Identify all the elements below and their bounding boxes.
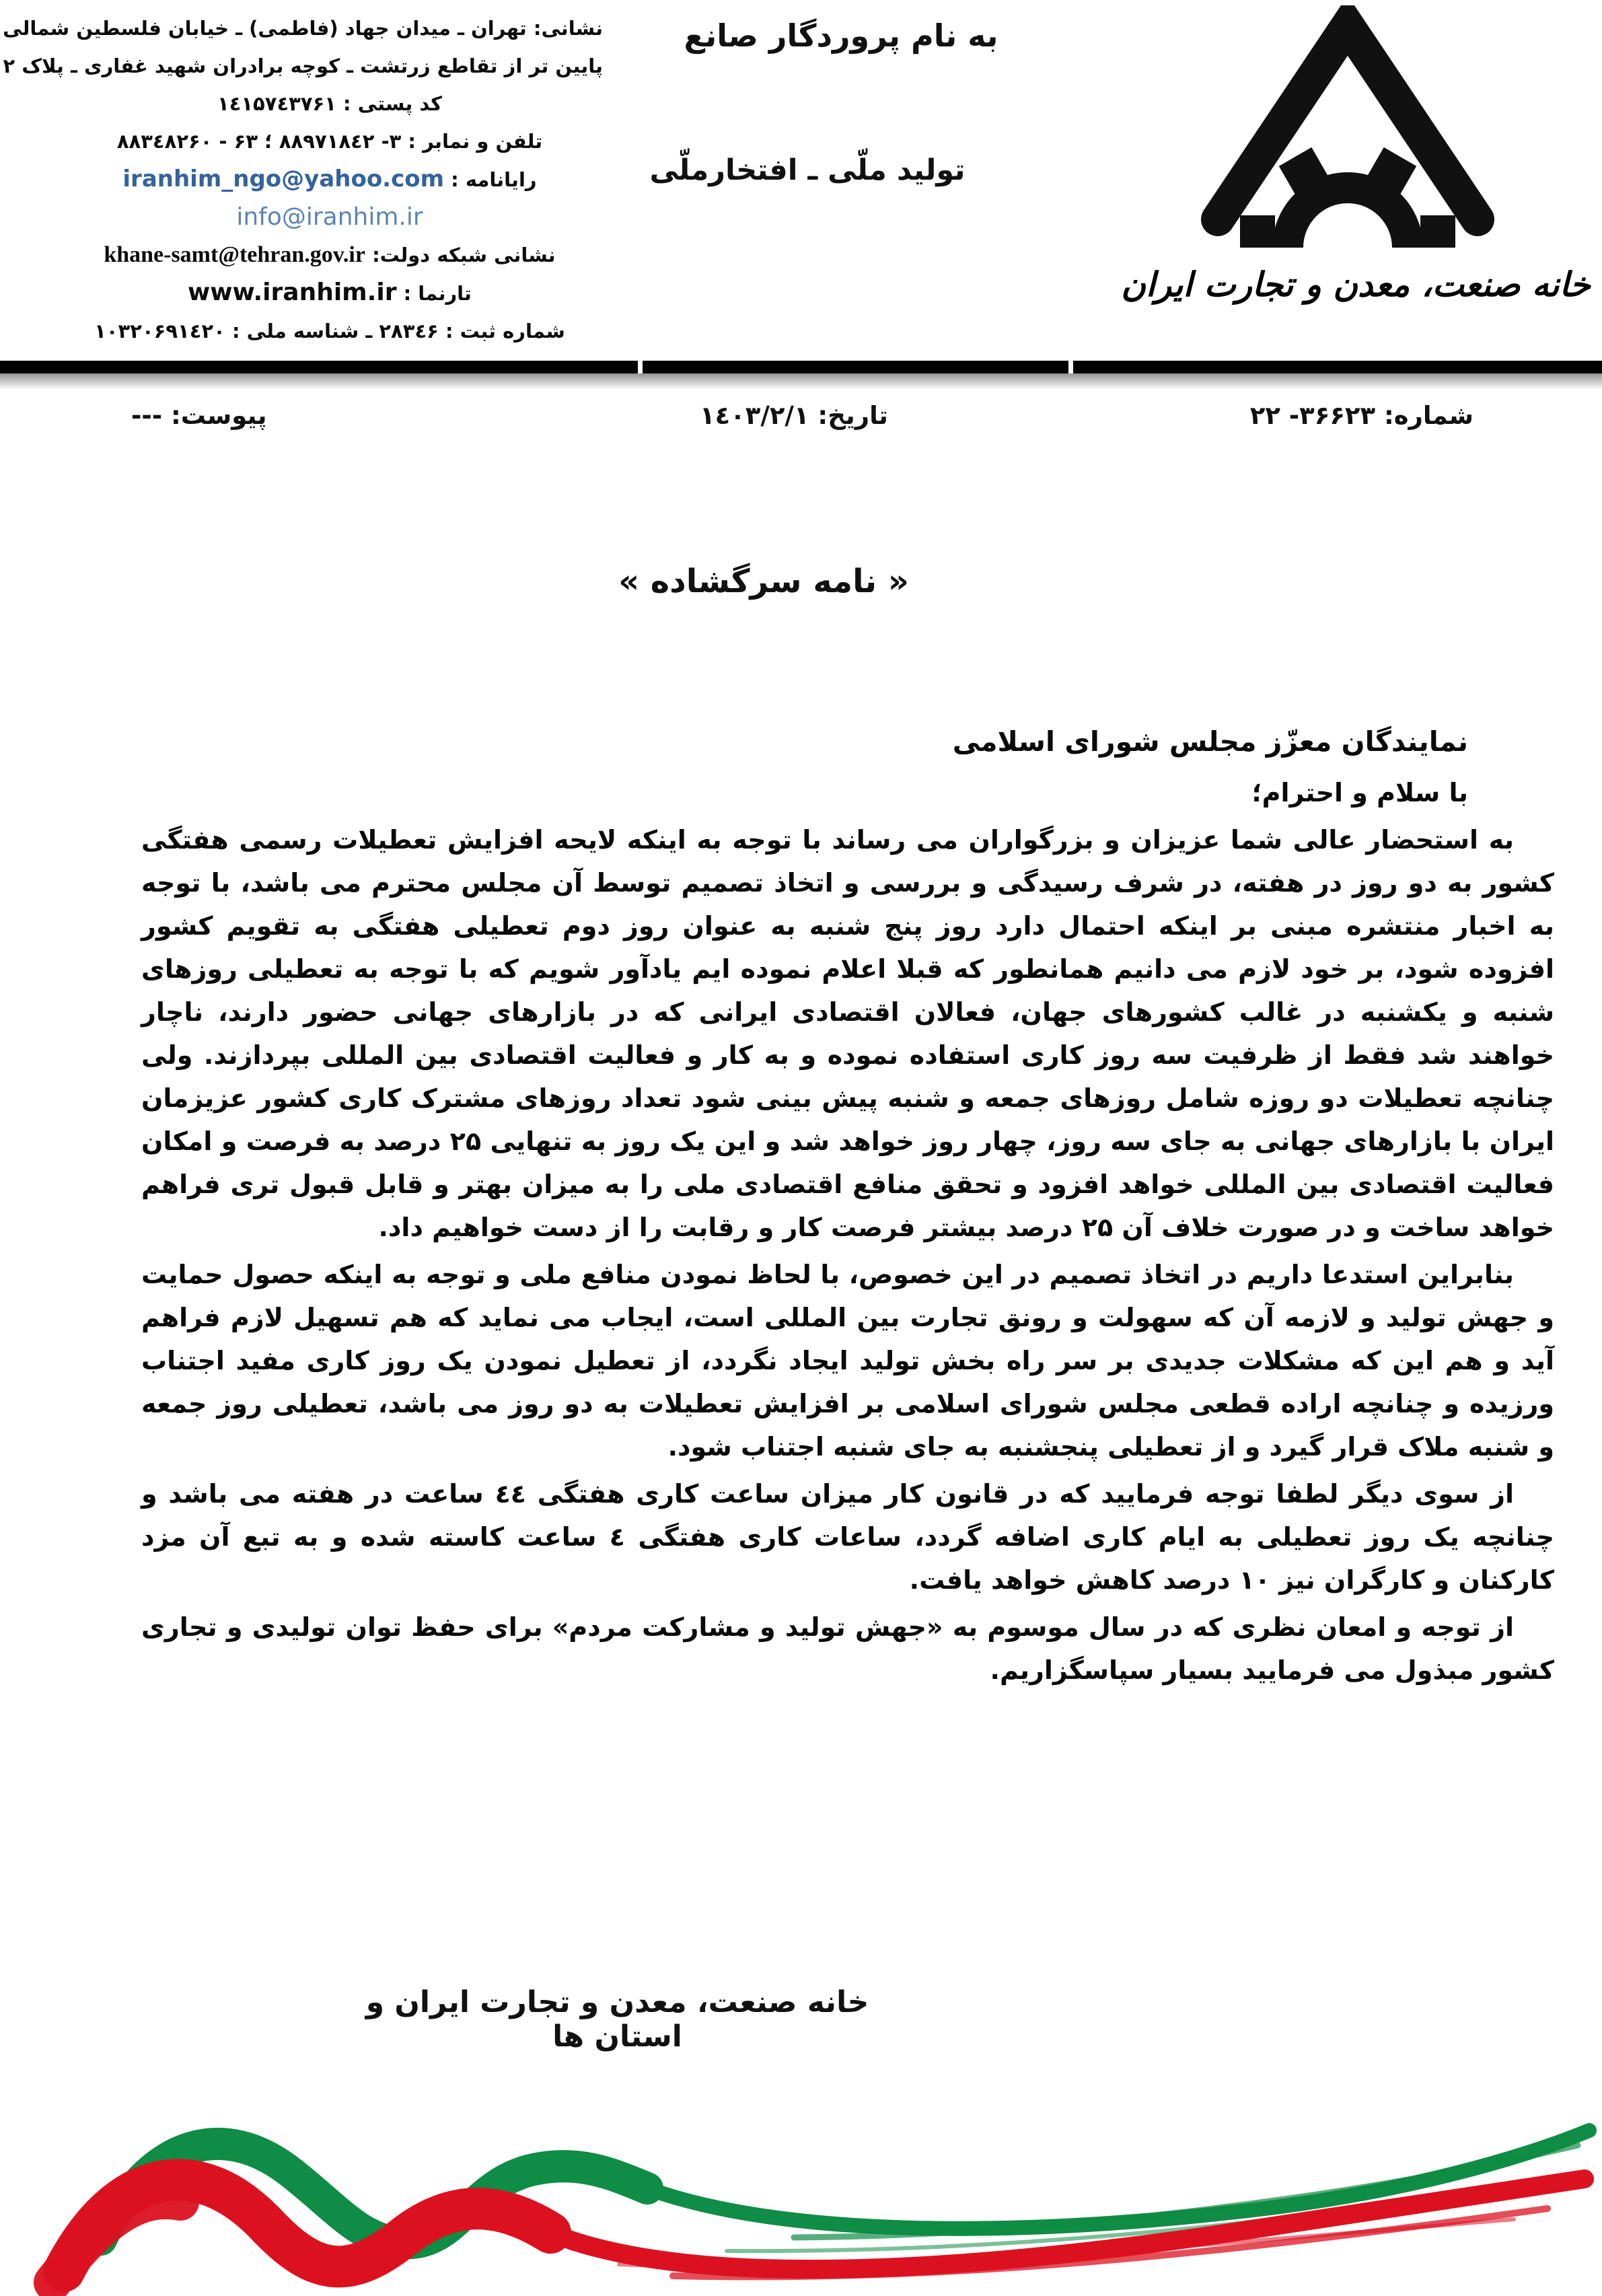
letter-body	[141, 720, 1554, 1696]
email-address: iranhim_ngo@yahoo.com	[122, 166, 445, 192]
postal-code: کد پستی : ۱٤۱۵۷٤۳۷۶۱	[217, 92, 443, 115]
gear-tooth-right	[1420, 215, 1455, 248]
header-divider-shadow	[0, 373, 1602, 390]
roof-notch	[1317, 112, 1379, 175]
letter-title: « نامه سرگشاده »	[618, 563, 909, 600]
signature-line: خانه صنعت، معدن و تجارت ایران و استان ها	[365, 1985, 869, 2054]
logo-calligraphy-caption: خانه صنعت، معدن و تجارت ایران	[1121, 265, 1591, 304]
letterhead-contact-block	[3, 9, 603, 350]
flag-ribbon-graphic	[0, 2113, 1602, 2296]
gov-network-row	[57, 236, 603, 274]
website-row	[57, 274, 603, 312]
salutation: نمایندگان معزّز مجلس شورای اسلامی	[952, 725, 1468, 758]
paragraph-1: به استحضار عالی شما عزیزان و بزرگواران می رساند با توجه به اینکه لایحه افزایش تعطیلات رسمی هفتگی کشور به دو روز در هفته، در شرف رسیدگی و بررسی و اتخاذ تصمیم توسط آن مجلس محترم می باشد، با توجه به اخبار منتشره مبنی بر اینکه احتمال دارد روز پنج شنبه به عنوان روز دوم تعطیلی هفتگی به تقویم کشور افزوده شود، بر خود لازم می دانیم همانطور که قبلا اعلام نموده ایم یادآور شویم که با توجه به تعطیلی روزهای شنبه و یکشنبه در غالب کشورهای جهان، فعالان اقتصادی ایرانی که در بازارهای جهانی حضور دارند، ناچار خواهند شد فقط از ظرفیت سه روز کاری استفاده نموده و به کار و فعالیت اقتصادی بین المللی بپردازند. ولی چنانچه تعطیلات دو روزه شامل روزهای جمعه و شنبه پیش بینی شود تعداد روزهای مشترک کاری کشور عزیزمان ایران با بازارهای جهانی به جای سه روز، چهار روز خواهد شد و این یک روز به تنهایی ۲۵ درصد به فرصت و امکان فعالیت اقتصادی بین المللی خواهد افزود و تحقق منافع اقتصادی ملی را به میزان بهتر و قابل قبول تری فراهم خواهد ساخت و در صورت خلاف آن ۲۵ درصد بیشتر فرصت کار و رقابت را از دست خواهیم داد.	[141, 825, 1554, 1242]
website-url: www.iranhim.ir	[188, 279, 397, 306]
paragraph-2: بنابراین استدعا داریم در اتخاذ تصمیم در این خصوص، با لحاظ نمودن منافع ملی و توجه به اینکه حصول حمایت و جهش تولید و لازمه آن که سهولت و رونق تجارت بین المللی است، ایجاب می نماید که هم تسهیل لازم فراهم آید و هم این که مشکلات جدیدی بر سر راه بخش تولید ایجاد نگردد، از تعطیل نمودن یک روز کاری مفید اجتناب ورزیده و چنانچه اراده قطعی مجلس شورای اسلامی بر افزایش تعطیلات به دو روز می باشد، تعطیلی روز جمعه و شنبه ملاک قرار گیرد و از تعطیلی پنجشنبه به جای شنبه اجتناب شود.	[141, 1260, 1554, 1462]
paragraph-4: از توجه و امعان نظری که در سال موسوم به «جهش تولید و مشارکت مردم» برای حفظ توان تولیدی و تجاری کشور مبذول می فرمایید بسیار سپاسگزاریم.	[141, 1612, 1554, 1685]
header-divider-bar	[0, 361, 1602, 373]
slogan-text: تولید ملّی ـ افتخارملّی	[649, 153, 966, 187]
gear-tooth-left	[1240, 215, 1275, 248]
email-label: رایانامه :	[451, 168, 537, 191]
letter-number: شماره: ۳۶۶۲۳- ۲۲	[1249, 401, 1473, 430]
bismillah-text: به نام پروردگار صانع	[684, 17, 998, 54]
paragraph-3: از سوی دیگر لطفا توجه فرمایید که در قانون کار میزان ساعت کاری هفتگی ٤٤ ساعت در هفته می باشد و چنانچه یک روز تعطیلی به ایام کاری اضافه گردد، ساعات کاری هفتگی ٤ ساعت کاسته شده و به تبع آن مزد کارکنان و کارگران نیز ۱۰ درصد کاهش خواهد یافت.	[141, 1479, 1554, 1595]
phone-fax: تلفن و نمابر : ۳- ۸۸۹۷۱۸٤۲ ؛ ۶۳ - ۸۸۳٤۸۲۶۰	[116, 130, 543, 153]
address-line-1: نشانی: تهران ـ میدان جهاد (فاطمی) ـ خیابان فلسطین شمالی	[3, 17, 603, 40]
green-tail-stroke	[647, 2130, 1589, 2229]
registration-line: شماره ثبت : ۲۸۳٤۶ ـ شناسه ملی : ۱۰۳۲۰۶۹۱٤۲۰	[94, 320, 565, 343]
address-line-2: پایین تر از تقاطع زرتشت ـ کوچه برادران شهید غفاری ـ پلاک ۲	[3, 55, 603, 77]
email-row	[57, 160, 603, 199]
letter-date: تاریخ: ۱٤۰۳/۲/۱	[700, 401, 888, 430]
gov-network-label: نشانی شبکه دولت:	[372, 244, 556, 266]
gov-network-address: khane-samt@tehran.gov.ir	[104, 242, 365, 267]
organization-logo	[1110, 5, 1602, 322]
letter-attachment: پیوست: ---	[131, 401, 267, 430]
email-address-secondary: info@iranhim.ir	[236, 203, 423, 231]
greeting: با سلام و احترام؛	[1251, 778, 1468, 808]
website-label: تارنما :	[403, 282, 472, 305]
